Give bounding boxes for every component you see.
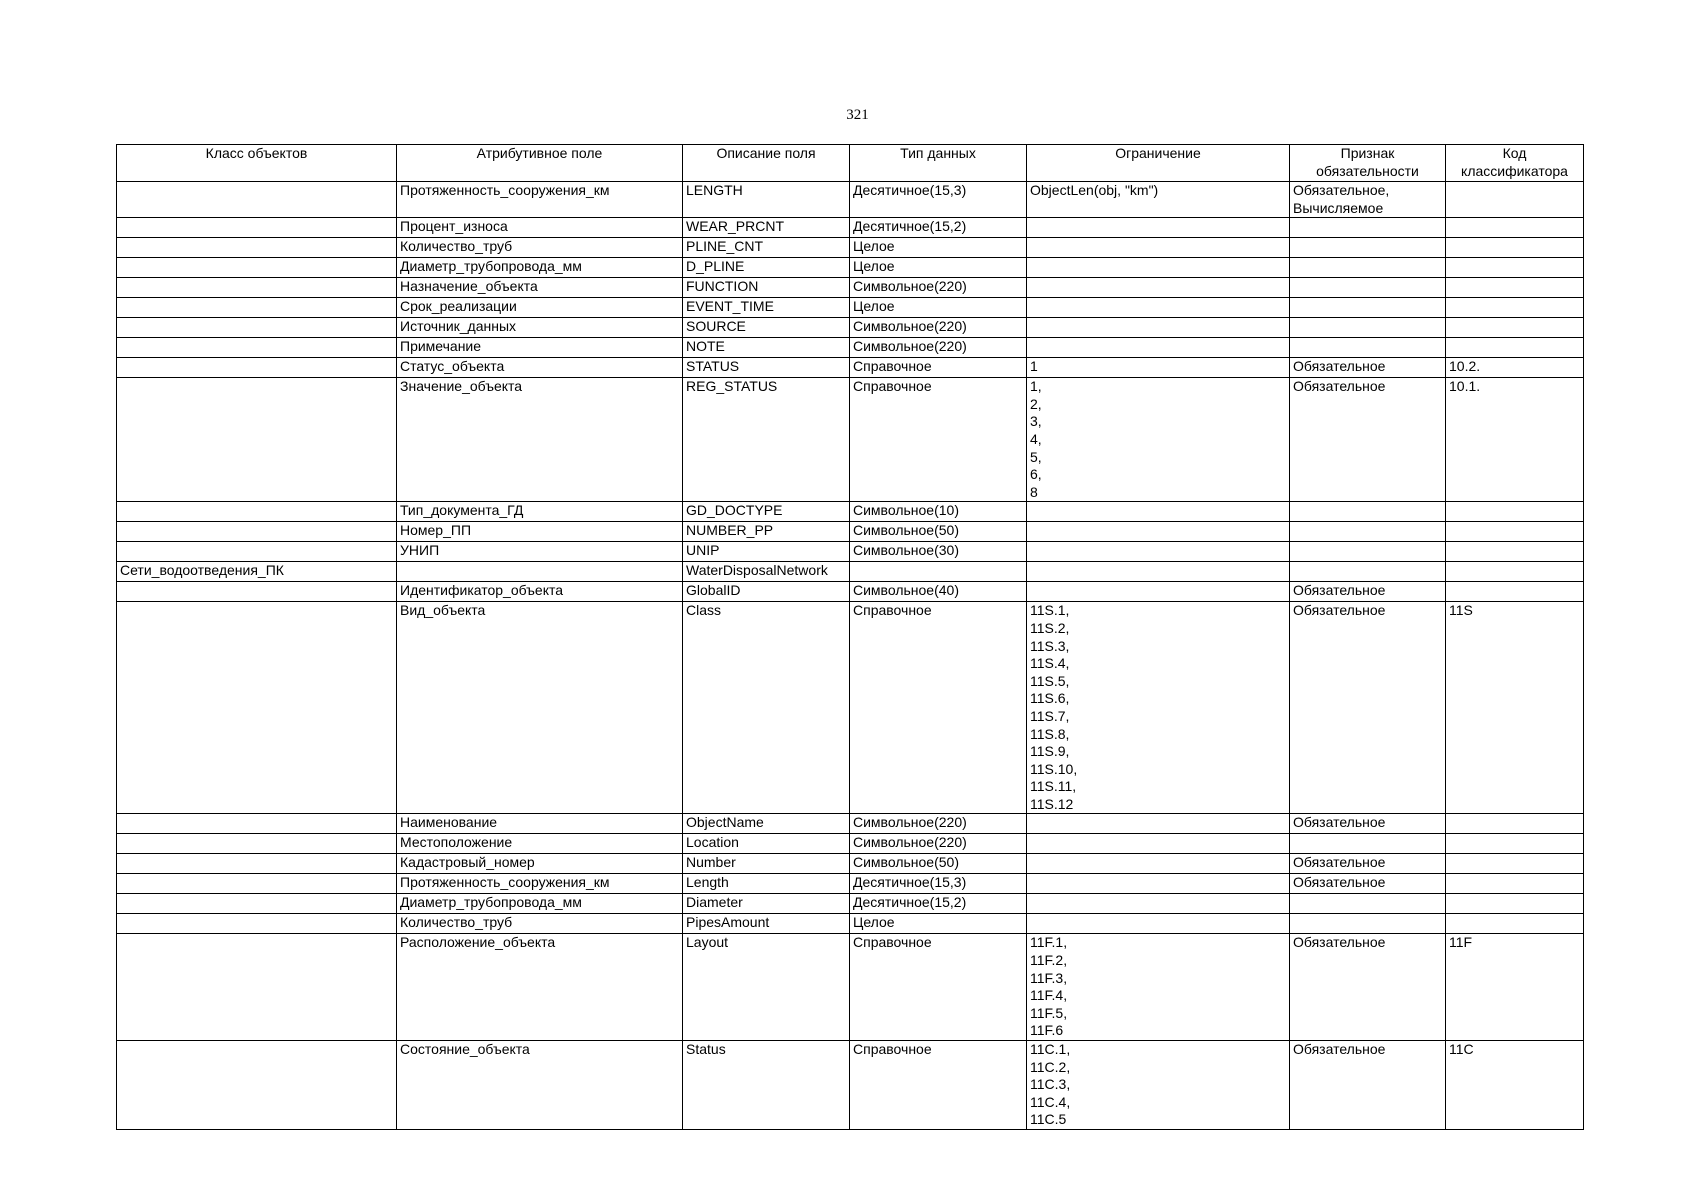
- table-row: [117, 378, 1584, 502]
- cell-data-type: Символьное(40): [850, 582, 1027, 602]
- cell-attribute-field: Значение_объекта: [397, 378, 683, 502]
- cell-classifier-code: [1446, 854, 1584, 874]
- cell-data-type: Символьное(220): [850, 834, 1027, 854]
- cell-object-class: [117, 874, 397, 894]
- cell-data-type: Символьное(50): [850, 854, 1027, 874]
- cell-constraint: [1027, 542, 1290, 562]
- cell-mandatory-flag: Обязательное: [1290, 814, 1446, 834]
- table-row: [117, 1041, 1584, 1130]
- cell-constraint: [1027, 562, 1290, 582]
- cell-data-type: Символьное(220): [850, 814, 1027, 834]
- cell-classifier-code: [1446, 218, 1584, 238]
- cell-mandatory-flag: Обязательное: [1290, 378, 1446, 502]
- cell-constraint: [1027, 854, 1290, 874]
- cell-field-description: SOURCE: [683, 318, 850, 338]
- cell-field-description: UNIP: [683, 542, 850, 562]
- cell-field-description: NOTE: [683, 338, 850, 358]
- cell-classifier-code: [1446, 278, 1584, 298]
- cell-classifier-code: 10.2.: [1446, 358, 1584, 378]
- header-attribute-field: Атрибутивное поле: [397, 145, 683, 182]
- cell-constraint: [1027, 522, 1290, 542]
- cell-object-class: [117, 502, 397, 522]
- cell-object-class: [117, 814, 397, 834]
- cell-object-class: [117, 602, 397, 814]
- cell-object-class: [117, 1041, 397, 1130]
- cell-attribute-field: Количество_труб: [397, 238, 683, 258]
- table-row: [117, 854, 1584, 874]
- cell-mandatory-flag: [1290, 238, 1446, 258]
- cell-object-class: [117, 894, 397, 914]
- cell-field-description: Class: [683, 602, 850, 814]
- cell-data-type: Символьное(220): [850, 278, 1027, 298]
- cell-classifier-code: [1446, 258, 1584, 278]
- cell-data-type: Справочное: [850, 378, 1027, 502]
- header-field-description: Описание поля: [683, 145, 850, 182]
- cell-classifier-code: 10.1.: [1446, 378, 1584, 502]
- cell-attribute-field: Кадастровый_номер: [397, 854, 683, 874]
- cell-data-type: Десятичное(15,3): [850, 182, 1027, 218]
- cell-field-description: FUNCTION: [683, 278, 850, 298]
- table-row: [117, 582, 1584, 602]
- cell-object-class: [117, 182, 397, 218]
- cell-field-description: D_PLINE: [683, 258, 850, 278]
- table-row: [117, 542, 1584, 562]
- cell-attribute-field: Процент_износа: [397, 218, 683, 238]
- table-row: [117, 814, 1584, 834]
- cell-mandatory-flag: Обязательное: [1290, 854, 1446, 874]
- table-header: [117, 145, 1584, 182]
- cell-data-type: Символьное(220): [850, 338, 1027, 358]
- cell-object-class: [117, 542, 397, 562]
- cell-attribute-field: Назначение_объекта: [397, 278, 683, 298]
- cell-data-type: Целое: [850, 238, 1027, 258]
- cell-constraint: 1: [1027, 358, 1290, 378]
- cell-constraint: 1, 2, 3, 4, 5, 6, 8: [1027, 378, 1290, 502]
- cell-field-description: NUMBER_PP: [683, 522, 850, 542]
- cell-data-type: Символьное(30): [850, 542, 1027, 562]
- table-row: [117, 218, 1584, 238]
- cell-field-description: EVENT_TIME: [683, 298, 850, 318]
- table-row: [117, 934, 1584, 1041]
- table-body: [117, 182, 1584, 1130]
- cell-constraint: 11S.1, 11S.2, 11S.3, 11S.4, 11S.5, 11S.6, 11S.7, 11S.8, 11S.9, 11S.10, 11S.11, 11S.12: [1027, 602, 1290, 814]
- cell-mandatory-flag: [1290, 298, 1446, 318]
- cell-data-type: [850, 562, 1027, 582]
- cell-field-description: Diameter: [683, 894, 850, 914]
- cell-classifier-code: [1446, 182, 1584, 218]
- cell-mandatory-flag: Обязательное: [1290, 874, 1446, 894]
- cell-data-type: Символьное(50): [850, 522, 1027, 542]
- cell-classifier-code: [1446, 238, 1584, 258]
- cell-object-class: Сети_водоотведения_ПК: [117, 562, 397, 582]
- header-data-type: Тип данных: [850, 145, 1027, 182]
- cell-constraint: [1027, 914, 1290, 934]
- cell-data-type: Целое: [850, 258, 1027, 278]
- cell-data-type: Десятичное(15,3): [850, 874, 1027, 894]
- table-row: [117, 894, 1584, 914]
- cell-data-type: Символьное(10): [850, 502, 1027, 522]
- table-row: [117, 258, 1584, 278]
- cell-attribute-field: Идентификатор_объекта: [397, 582, 683, 602]
- cell-object-class: [117, 298, 397, 318]
- cell-constraint: [1027, 814, 1290, 834]
- cell-classifier-code: [1446, 814, 1584, 834]
- cell-classifier-code: [1446, 298, 1584, 318]
- cell-attribute-field: Местоположение: [397, 834, 683, 854]
- cell-data-type: Символьное(220): [850, 318, 1027, 338]
- cell-field-description: PipesAmount: [683, 914, 850, 934]
- cell-classifier-code: [1446, 502, 1584, 522]
- cell-attribute-field: Статус_объекта: [397, 358, 683, 378]
- cell-attribute-field: Номер_ПП: [397, 522, 683, 542]
- table-row: [117, 182, 1584, 218]
- header-mandatory-flag: Признак обязательности: [1290, 145, 1446, 182]
- cell-classifier-code: [1446, 914, 1584, 934]
- cell-field-description: Number: [683, 854, 850, 874]
- table-row: [117, 238, 1584, 258]
- cell-data-type: Справочное: [850, 358, 1027, 378]
- cell-object-class: [117, 358, 397, 378]
- cell-mandatory-flag: [1290, 338, 1446, 358]
- cell-constraint: [1027, 582, 1290, 602]
- cell-classifier-code: [1446, 582, 1584, 602]
- cell-constraint: [1027, 238, 1290, 258]
- cell-object-class: [117, 218, 397, 238]
- cell-mandatory-flag: [1290, 914, 1446, 934]
- cell-object-class: [117, 278, 397, 298]
- cell-mandatory-flag: [1290, 894, 1446, 914]
- cell-constraint: 11F.1, 11F.2, 11F.3, 11F.4, 11F.5, 11F.6: [1027, 934, 1290, 1041]
- cell-mandatory-flag: [1290, 218, 1446, 238]
- table-row: [117, 834, 1584, 854]
- cell-constraint: [1027, 502, 1290, 522]
- cell-mandatory-flag: [1290, 278, 1446, 298]
- cell-attribute-field: Вид_объекта: [397, 602, 683, 814]
- table-row: [117, 602, 1584, 814]
- cell-mandatory-flag: Обязательное: [1290, 934, 1446, 1041]
- cell-constraint: [1027, 338, 1290, 358]
- cell-object-class: [117, 318, 397, 338]
- cell-classifier-code: [1446, 562, 1584, 582]
- page-number: 321: [846, 107, 869, 123]
- cell-data-type: Справочное: [850, 1041, 1027, 1130]
- cell-mandatory-flag: [1290, 522, 1446, 542]
- cell-field-description: REG_STATUS: [683, 378, 850, 502]
- cell-field-description: GlobalID: [683, 582, 850, 602]
- cell-field-description: PLINE_CNT: [683, 238, 850, 258]
- cell-mandatory-flag: [1290, 502, 1446, 522]
- cell-field-description: WEAR_PRCNT: [683, 218, 850, 238]
- cell-mandatory-flag: Обязательное: [1290, 358, 1446, 378]
- cell-data-type: Справочное: [850, 934, 1027, 1041]
- cell-classifier-code: 11S: [1446, 602, 1584, 814]
- cell-object-class: [117, 854, 397, 874]
- cell-field-description: WaterDisposalNetwork: [683, 562, 850, 582]
- cell-field-description: ObjectName: [683, 814, 850, 834]
- cell-mandatory-flag: Обязательное: [1290, 1041, 1446, 1130]
- cell-mandatory-flag: Обязательное: [1290, 582, 1446, 602]
- cell-constraint: [1027, 298, 1290, 318]
- cell-constraint: ObjectLen(obj, "km"): [1027, 182, 1290, 218]
- cell-mandatory-flag: [1290, 318, 1446, 338]
- cell-attribute-field: УНИП: [397, 542, 683, 562]
- cell-object-class: [117, 522, 397, 542]
- cell-object-class: [117, 914, 397, 934]
- cell-object-class: [117, 338, 397, 358]
- cell-constraint: [1027, 874, 1290, 894]
- cell-classifier-code: [1446, 318, 1584, 338]
- header-object-class: Класс объектов: [117, 145, 397, 182]
- header-classifier-code: Код классификатора: [1446, 145, 1584, 182]
- cell-attribute-field: Тип_документа_ГД: [397, 502, 683, 522]
- cell-classifier-code: [1446, 894, 1584, 914]
- cell-classifier-code: 11C: [1446, 1041, 1584, 1130]
- table-row: [117, 914, 1584, 934]
- cell-mandatory-flag: [1290, 542, 1446, 562]
- cell-classifier-code: [1446, 522, 1584, 542]
- cell-data-type: Целое: [850, 298, 1027, 318]
- cell-mandatory-flag: [1290, 834, 1446, 854]
- cell-attribute-field: Наименование: [397, 814, 683, 834]
- cell-constraint: [1027, 318, 1290, 338]
- cell-object-class: [117, 378, 397, 502]
- table-row: [117, 522, 1584, 542]
- cell-classifier-code: [1446, 338, 1584, 358]
- cell-mandatory-flag: Обязательное: [1290, 602, 1446, 814]
- cell-attribute-field: Протяженность_сооружения_км: [397, 874, 683, 894]
- cell-attribute-field: Источник_данных: [397, 318, 683, 338]
- cell-attribute-field: Срок_реализации: [397, 298, 683, 318]
- cell-attribute-field: Состояние_объекта: [397, 1041, 683, 1130]
- cell-classifier-code: 11F: [1446, 934, 1584, 1041]
- cell-field-description: STATUS: [683, 358, 850, 378]
- cell-constraint: [1027, 834, 1290, 854]
- header-constraint: Ограничение: [1027, 145, 1290, 182]
- cell-data-type: Десятичное(15,2): [850, 218, 1027, 238]
- cell-constraint: [1027, 258, 1290, 278]
- table-row: [117, 338, 1584, 358]
- table-row: [117, 318, 1584, 338]
- table-row: [117, 874, 1584, 894]
- cell-data-type: Целое: [850, 914, 1027, 934]
- cell-classifier-code: [1446, 874, 1584, 894]
- cell-attribute-field: Протяженность_сооружения_км: [397, 182, 683, 218]
- cell-constraint: [1027, 894, 1290, 914]
- attribute-table: [116, 144, 1584, 1130]
- cell-attribute-field: Расположение_объекта: [397, 934, 683, 1041]
- header-row: [117, 145, 1584, 182]
- cell-object-class: [117, 238, 397, 258]
- cell-field-description: GD_DOCTYPE: [683, 502, 850, 522]
- cell-object-class: [117, 934, 397, 1041]
- cell-mandatory-flag: [1290, 562, 1446, 582]
- cell-field-description: Status: [683, 1041, 850, 1130]
- table-row: [117, 502, 1584, 522]
- cell-field-description: Layout: [683, 934, 850, 1041]
- table-row: [117, 298, 1584, 318]
- cell-attribute-field: Примечание: [397, 338, 683, 358]
- cell-object-class: [117, 258, 397, 278]
- cell-attribute-field: Диаметр_трубопровода_мм: [397, 258, 683, 278]
- cell-attribute-field: Количество_труб: [397, 914, 683, 934]
- cell-constraint: [1027, 218, 1290, 238]
- cell-object-class: [117, 834, 397, 854]
- cell-mandatory-flag: [1290, 258, 1446, 278]
- table-row: [117, 358, 1584, 378]
- cell-mandatory-flag: Обязательное, Вычисляемое: [1290, 182, 1446, 218]
- cell-classifier-code: [1446, 542, 1584, 562]
- cell-field-description: LENGTH: [683, 182, 850, 218]
- cell-data-type: Справочное: [850, 602, 1027, 814]
- cell-object-class: [117, 582, 397, 602]
- cell-classifier-code: [1446, 834, 1584, 854]
- cell-constraint: [1027, 278, 1290, 298]
- cell-constraint: 11C.1, 11C.2, 11C.3, 11C.4, 11C.5: [1027, 1041, 1290, 1130]
- cell-attribute-field: [397, 562, 683, 582]
- cell-field-description: Length: [683, 874, 850, 894]
- cell-field-description: Location: [683, 834, 850, 854]
- table-row: [117, 562, 1584, 582]
- cell-data-type: Десятичное(15,2): [850, 894, 1027, 914]
- table-row: [117, 278, 1584, 298]
- cell-attribute-field: Диаметр_трубопровода_мм: [397, 894, 683, 914]
